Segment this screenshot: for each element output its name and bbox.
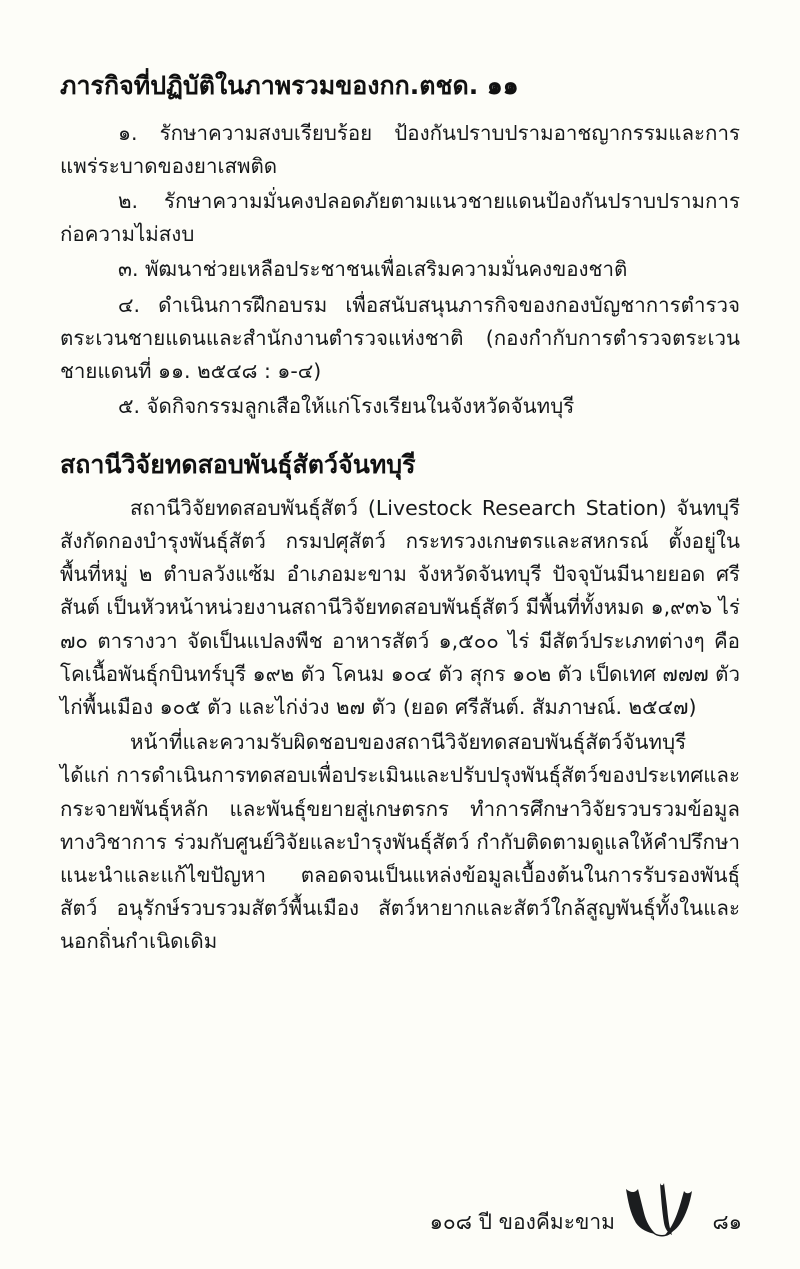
crown-ornament-icon [620,1179,700,1243]
page-content [60,70,740,961]
list-item: ๒. รักษาความมั่นคงปลอดภัยตามแนวชายแดนป้องกันปราบปรามการก่อความไม่สงบ [60,188,740,247]
body-paragraph: หน้าที่และความรับผิดชอบของสถานีวิจัยทดสอบพันธุ์สัตว์จันทบุรี ได้แก่ การดำเนินการทดสอบเพื่อประเมินและปรับปรุงพันธุ์สัตว์ของประเทศและกระจายพันธุ์หลัก และพันธุ์ขยายสู่เกษตรกร ทำการศึกษาวิจัยรวบรวมข้อมูลทางวิชาการ ร่วมกับศูนย์วิจัยและบำรุงพันธุ์สัตว์ กำกับติดตามดูแลให้คำปรึกษาแนะนำและแก้ไขปัญหา ตลอดจนเป็นแหล่งข้อมูลเบื้องต้นในการรับรองพันธุ์สัตว์ อนุรักษ์รวบรวมสัตว์พื้นเมือง สัตว์หายากและสัตว์ใกล้สูญพันธุ์ทั้งในและนอกถิ่นกำเนิดเดิม [60,730,740,954]
list-item: ๔. ดำเนินการฝึกอบรม เพื่อสนับสนุนภารกิจของกองบัญชาการตำรวจตระเวนชายแดนและสำนักงานตำรวจแห่งชาติ (กองกำกับการตำรวจตระเวนชายแดนที่ ๑๑. ๒๕๔๘ : ๑-๔) [60,292,740,383]
list-item: ๓. พัฒนาช่วยเหลือประชาชนเพื่อเสริมความมั่นคงของชาติ [118,257,628,282]
page-footer [60,1167,760,1247]
body-paragraph: สถานีวิจัยทดสอบพันธุ์สัตว์ (Livestock Research Station) จันทบุรี สังกัดกองบำรุงพันธุ์สัตว์ กรมปศุสัตว์ กระทรวงเกษตรและสหกรณ์ ตั้งอยู่ในพื้นที่หมู่ ๒ ตำบลวังแซ้ม อำเภอมะขาม จังหวัดจันทบุรี ปัจจุบันมีนายยอด ศรีสันต์ เป็นหัวหน้าหน่วยงานสถานีวิจัยทดสอบพันธุ์สัตว์ มีพื้นที่ทั้งหมด ๑,๙๓๖ ไร่ ๗๐ ตารางวา จัดเป็นแปลงพืช อาหารสัตว์ ๑,๕๐๐ ไร่ มีสัตว์ประเภทต่างๆ คือ โคเนื้อพันธุ์กบินทร์บุรี ๑๙๒ ตัว โคนม ๑๐๔ ตัว สุกร ๑๐๒ ตัว เป็ดเทศ ๗๗๗ ตัว ไก่พื้นเมือง ๑๐๕ ตัว และไก่ง่วง ๒๗ ตัว (ยอด ศรีสันต์. สัมภาษณ์. ๒๕๔๗) [60,495,740,720]
page-number: ๘๑ [712,1210,742,1234]
list-item: ๕. จัดกิจกรรมลูกเสือให้แก่โรงเรียนในจังหวัดจันทบุรี [118,394,575,419]
list-item: ๑. รักษาความสงบเรียบร้อย ป้องกันปราบปรามอาชญากรรมและการแพร่ระบาดของยาเสพติด [60,120,740,178]
running-footer-text: ๑๐๘ ปี ของคีมะขาม [429,1210,615,1234]
page-title: ภารกิจที่ปฏิบัติในภาพรวมของกก.ตชด. ๑๑ [60,71,519,100]
section-heading-livestock: สถานีวิจัยทดสอบพันธุ์สัตว์จันทบุรี [60,450,416,480]
